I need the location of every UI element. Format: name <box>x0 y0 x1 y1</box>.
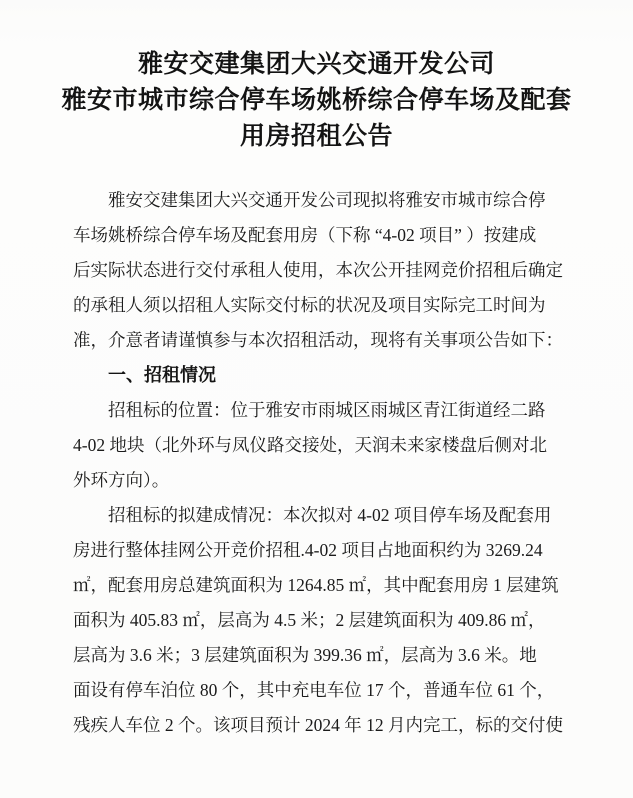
text-line: 层高为 3.6 米；3 层建筑面积为 399.36 ㎡，层高为 3.6 米。地 <box>73 645 537 665</box>
section-heading-text: 一、招租情况 <box>108 365 216 385</box>
document-title <box>0 46 633 154</box>
section-heading-rental-situation <box>73 358 565 393</box>
text-line: 车场姚桥综合停车场及配套用房（下称 “4-02 项目” ）按建成 <box>73 225 537 245</box>
text-line: 招租标的位置：位于雅安市雨城区雨城区青江街道经二路 <box>108 400 546 420</box>
paragraph-intro <box>73 183 565 358</box>
text-line: 的承租人须以招租人实际交付标的状况及项目实际完工时间为 <box>73 295 546 315</box>
text-line: 后实际状态进行交付承租人使用，本次公开挂网竞价招租后确定 <box>73 260 563 280</box>
text-line: 准，介意者请谨慎参与本次招租活动，现将有关事项公告如下： <box>73 330 563 350</box>
text-line: 招租标的拟建成情况：本次拟对 4-02 项目停车场及配套用 <box>108 505 552 525</box>
paragraph-construction-status <box>73 498 565 743</box>
document-title-line: 雅安交建集团大兴交通开发公司 <box>137 50 495 78</box>
document-title-line: 用房招租公告 <box>239 122 393 150</box>
document-body <box>73 183 565 743</box>
text-line: 4-02 地块（北外环与凤仪路交接处，天润未来家楼盘后侧对北 <box>73 435 547 455</box>
document-title-line: 雅安市城市综合停车场姚桥综合停车场及配套 <box>61 86 572 114</box>
text-line: 房进行整体挂网公开竞价招租.4-02 项目占地面积约为 3269.24 <box>73 540 543 560</box>
text-line: ㎡，配套用房总建筑面积为 1264.85 ㎡，其中配套用房 1 层建筑 <box>73 575 559 595</box>
paragraph-location <box>73 393 565 498</box>
text-line: 残疾人车位 2 个。该项目预计 2024 年 12 月内完工，标的交付使 <box>73 715 563 735</box>
text-line: 雅安交建集团大兴交通开发公司现拟将雅安市城市综合停 <box>108 190 546 210</box>
text-line: 外环方向）。 <box>73 470 170 490</box>
text-line: 面积为 405.83 ㎡，层高为 4.5 米；2 层建筑面积为 409.86 ㎡， <box>73 610 546 630</box>
text-line: 面设有停车泊位 80 个，其中充电车位 17 个，普通车位 61 个， <box>73 680 555 700</box>
